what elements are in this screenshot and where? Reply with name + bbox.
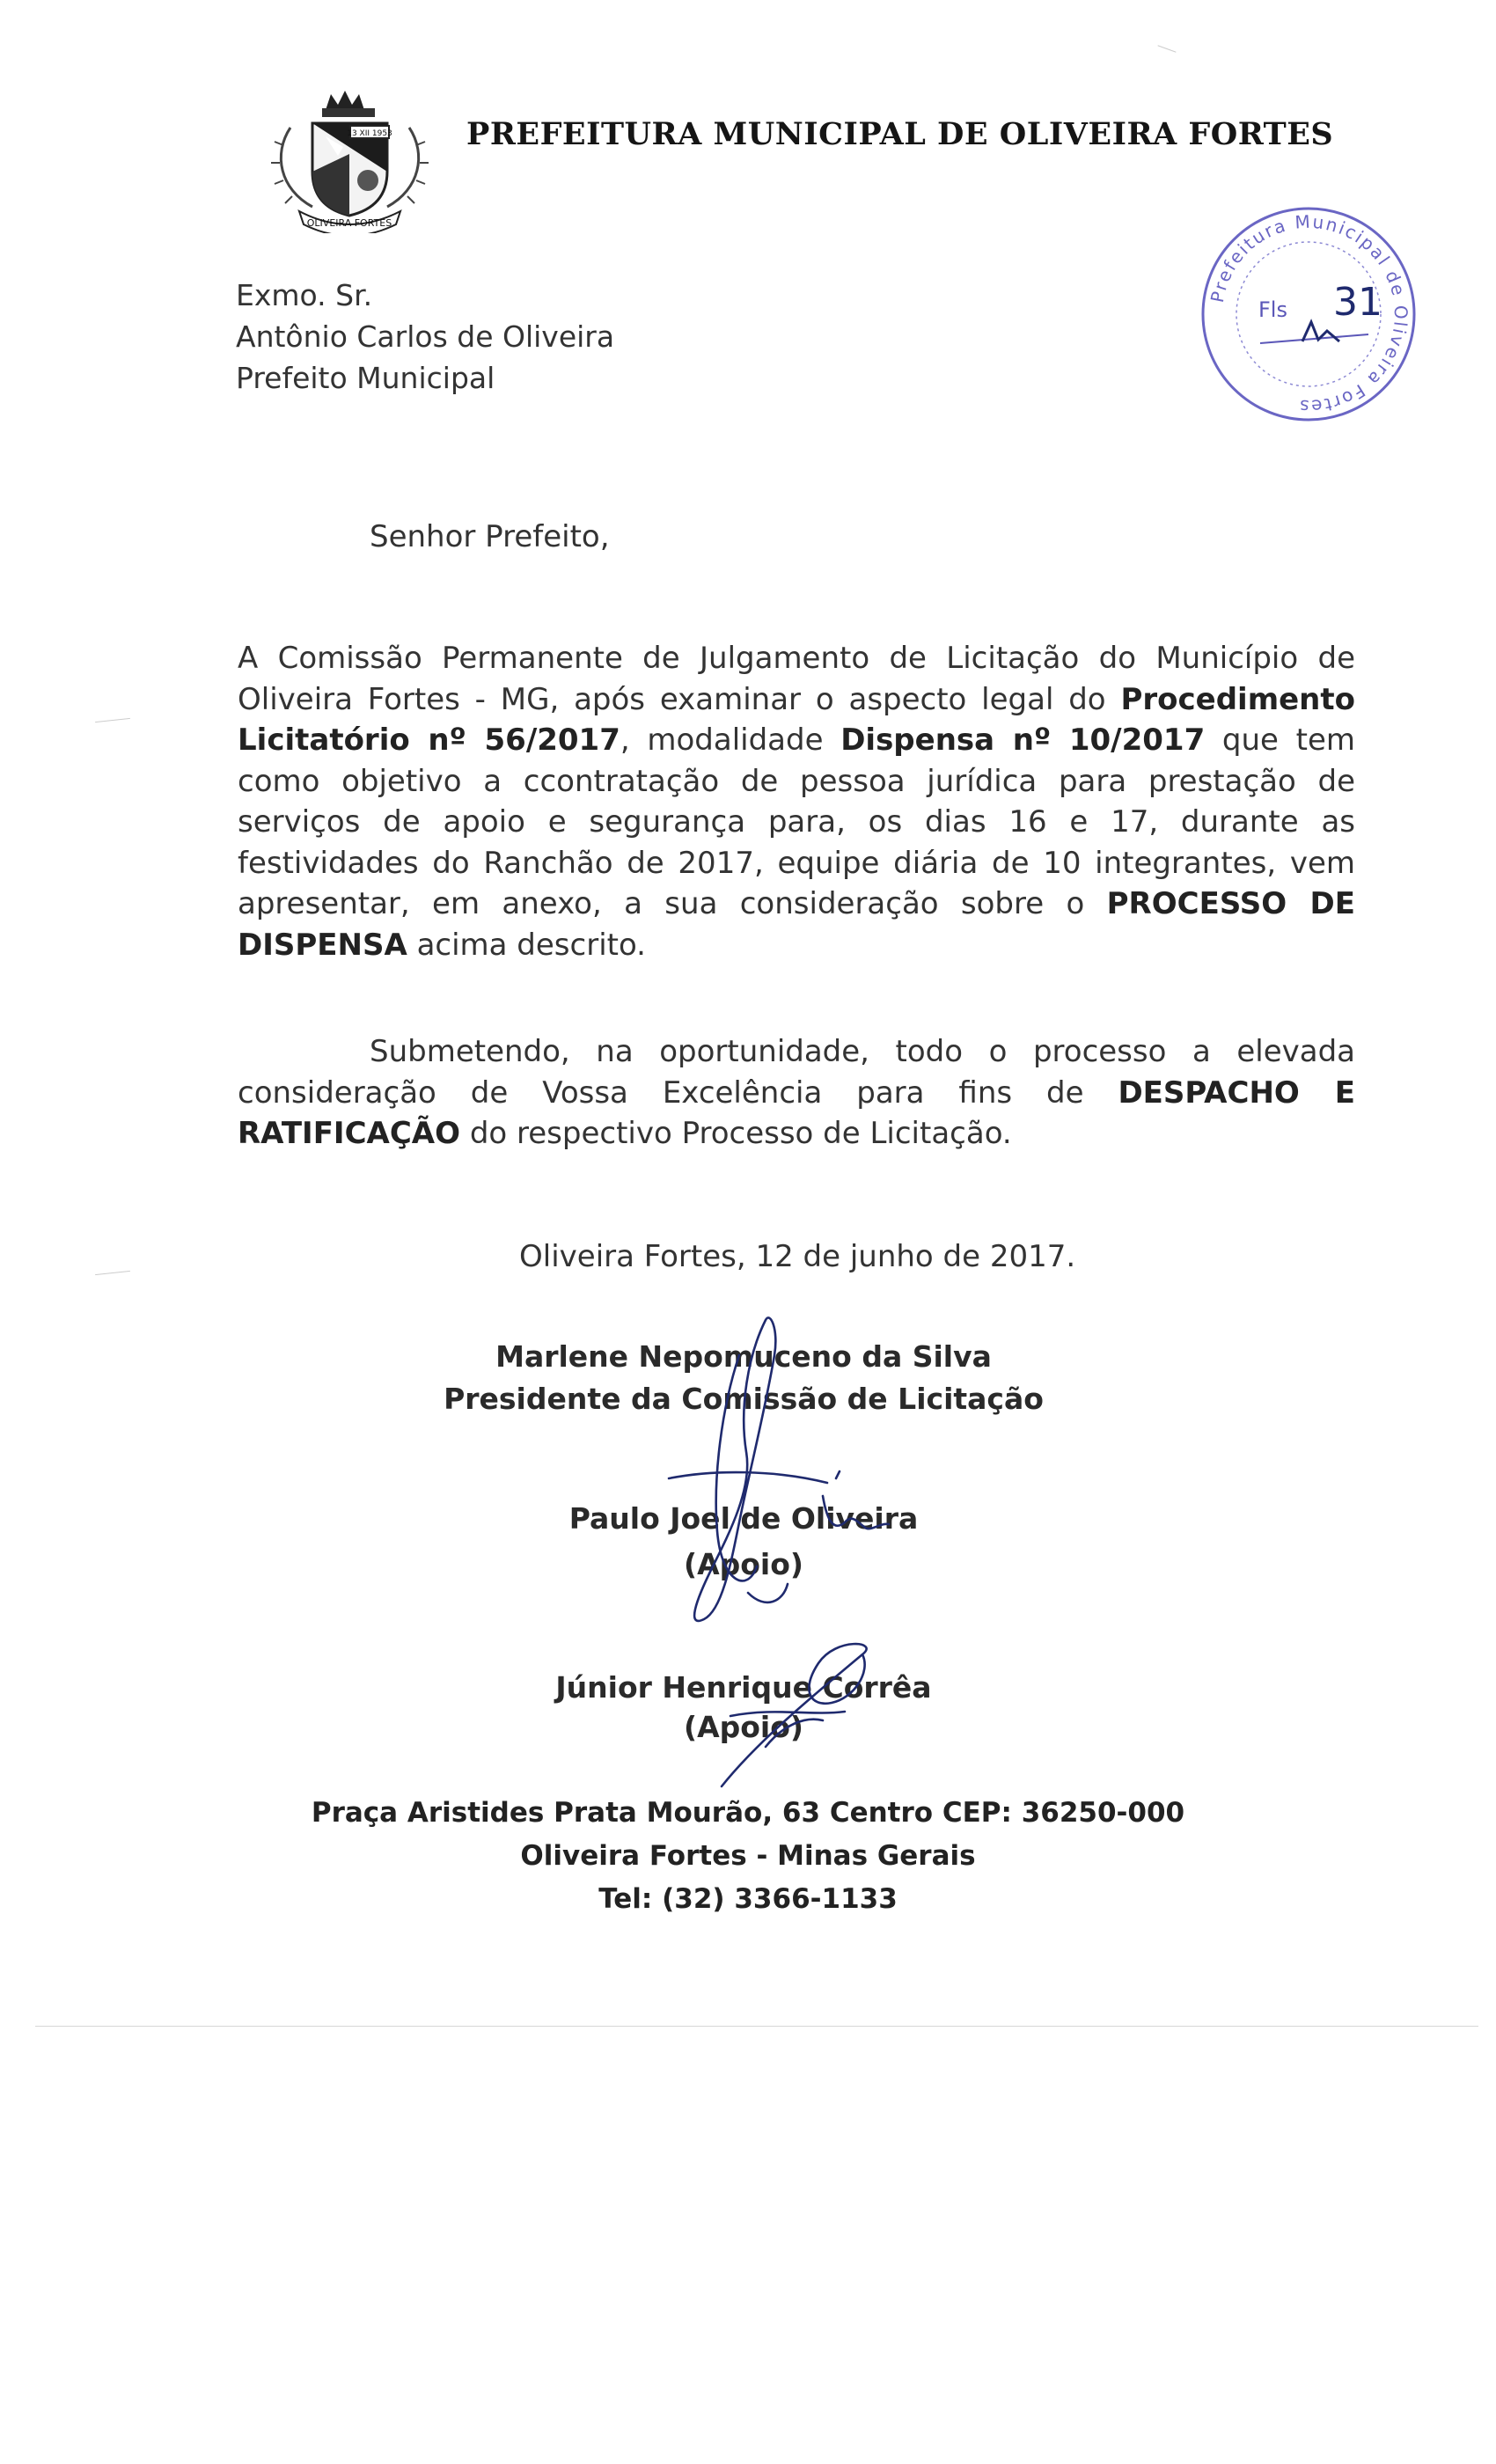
footer-address: Praça Aristides Prata Mourão, 63 Centro CEP: 36250-000 — [311, 1797, 1185, 1829]
signatory-3 — [370, 1668, 1118, 1747]
addressee-position: Prefeito Municipal — [236, 361, 495, 395]
signatory-name: Júnior Henrique Corrêa — [555, 1670, 932, 1705]
svg-text:13 XII 1953: 13 XII 1953 — [347, 129, 392, 138]
body-paragraph-1 — [238, 638, 1355, 965]
signatory-1 — [370, 1336, 1118, 1420]
salutation: Senhor Prefeito, — [370, 519, 610, 554]
signatory-2 — [370, 1496, 1118, 1588]
p1-text-3: que tem como objetivo a ccontratação de pessoa jurídica para prestação de serviços de apoio e segurança para, os dias 16 e 17, durante as festividades do Ranchão de 2017, equipe diária de 10 integrantes, vem apresentar, em anexo, a sua consideração sobre o — [238, 722, 1355, 921]
p1-dispensa-number: Dispensa nº 10/2017 — [840, 722, 1206, 758]
p1-text-1: A Comissão Permanente de Julgamento de Licitação do Município de Oliveira Fortes - MG, após examinar o aspecto legal do — [238, 641, 1355, 717]
footer-city: Oliveira Fortes - Minas Gerais — [520, 1840, 976, 1872]
signatory-role: Presidente da Comissão de Licitação — [444, 1382, 1044, 1416]
municipal-crest-icon — [264, 75, 436, 233]
page-number-stamp — [1197, 202, 1421, 427]
svg-text:Fls: Fls — [1258, 297, 1287, 322]
p1-text-4: acima descrito. — [407, 927, 646, 963]
signatory-name: Marlene Nepomuceno da Silva — [495, 1339, 992, 1374]
svg-text:Prefeitura Municipal de Olivei: Prefeitura Municipal de Oliveira Fortes — [1206, 210, 1412, 418]
footer-phone: Tel: (32) 3366-1133 — [598, 1883, 898, 1915]
scan-mark — [95, 718, 130, 722]
p1-process-label: PROCESSO DE DISPENSA — [238, 886, 1355, 963]
scan-mark — [95, 1271, 130, 1275]
p2-despacho-label: DESPACHO E RATIFICAÇÃO — [238, 1074, 1355, 1151]
document-date: Oliveira Fortes, 12 de junho de 2017. — [519, 1239, 1076, 1274]
body-paragraph-2 — [238, 1031, 1355, 1155]
header-title: PREFEITURA MUNICIPAL DE OLIVEIRA FORTES — [466, 116, 1334, 152]
scan-mark — [1157, 45, 1176, 52]
p2-text-2: do respectivo Processo de Licitação. — [460, 1116, 1012, 1151]
p1-procedure-number: Procedimento Licitatório nº 56/2017 — [238, 681, 1355, 758]
addressee-block — [236, 275, 614, 399]
signatory-name: Paulo Joel de Oliveira — [568, 1501, 919, 1536]
footer-address-block — [264, 1792, 1232, 1921]
svg-text:31: 31 — [1333, 280, 1382, 325]
addressee-title: Exmo. Sr. — [236, 278, 373, 312]
svg-text:OLIVEIRA FORTES: OLIVEIRA FORTES — [306, 217, 392, 229]
addressee-name: Antônio Carlos de Oliveira — [236, 319, 615, 354]
p2-text-1: Submetendo, na oportunidade, todo o processo a elevada consideração de Vossa Excelência para fins de — [238, 1034, 1355, 1111]
p1-text-2: , modalidade — [620, 722, 841, 758]
page-fold-line — [35, 2026, 1478, 2027]
signatory-role: (Apoio) — [684, 1547, 803, 1581]
signatory-role: (Apoio) — [684, 1710, 803, 1744]
